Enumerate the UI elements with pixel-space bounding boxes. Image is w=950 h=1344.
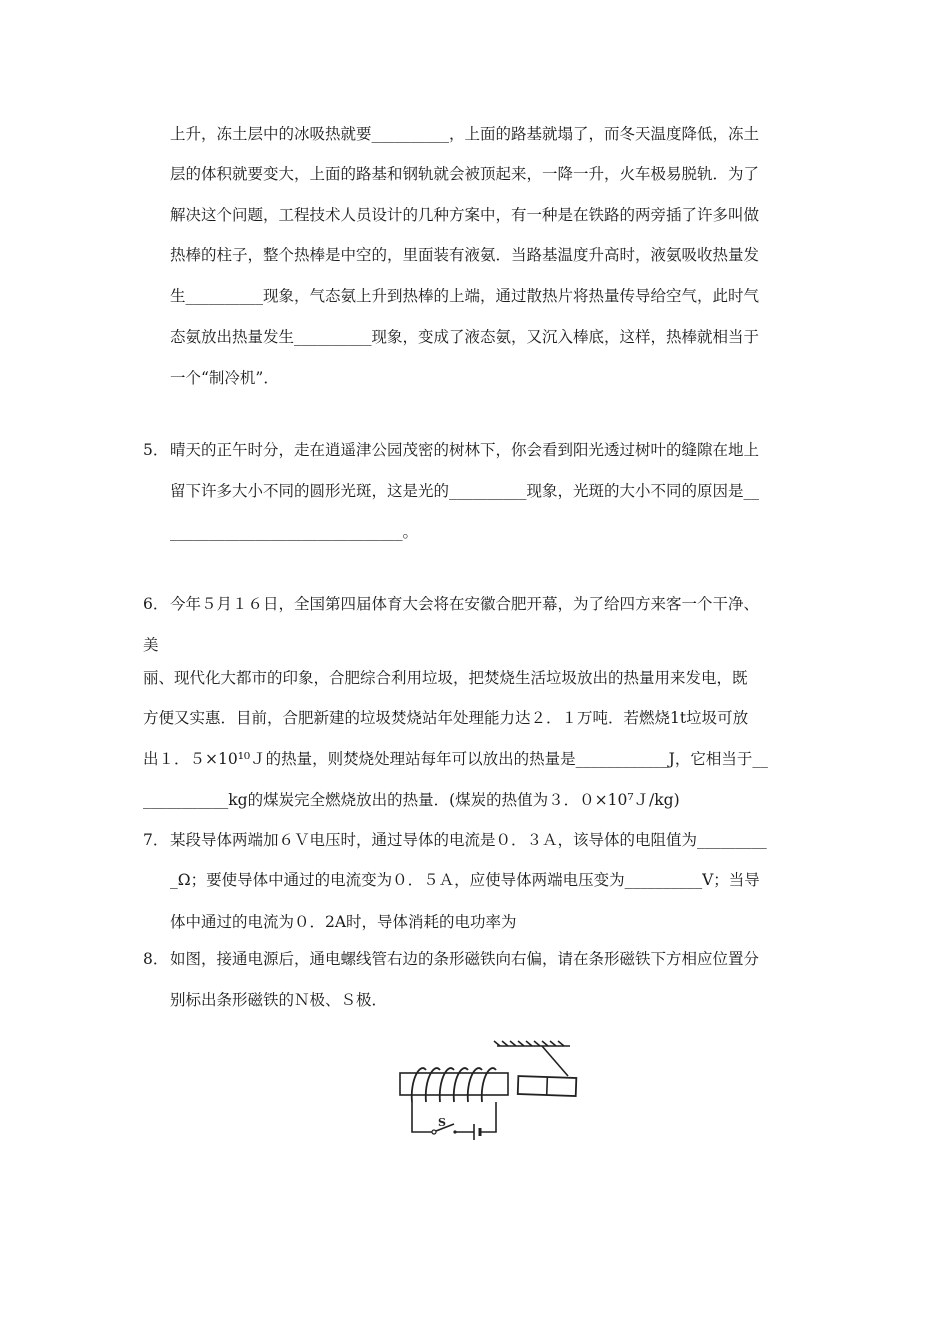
switch-contact-left bbox=[432, 1130, 436, 1134]
q7-line-2: _Ω；要使导体中通过的电流变为０．５Ａ，应使导体两端电压变为__________V；当导 bbox=[170, 871, 760, 889]
q6-line-1: 今年５月１６日，全国第四届体育大会将在安徽合肥开幕，为了给四方来客一个干净、 bbox=[170, 595, 760, 613]
q8-number: 8． bbox=[143, 950, 169, 968]
q6-number: 6． bbox=[143, 595, 169, 613]
solenoid-magnet-figure bbox=[392, 1040, 582, 1150]
q6-line-2: 美 bbox=[143, 636, 159, 654]
suspension-string bbox=[542, 1046, 568, 1076]
switch-contact-right bbox=[453, 1130, 456, 1133]
q6-line-3: 丽、现代化大都市的印象，合肥综合利用垃圾，把焚烧生活垃圾放出的热量用来发电，既 bbox=[143, 669, 748, 687]
q6-line-5: 出１．５×10¹⁰Ｊ的热量，则焚烧处理站每年可以放出的热量是____________J，它相当于__ bbox=[143, 750, 768, 768]
circuit-wire-left bbox=[412, 1102, 432, 1132]
q4-line-5: 生__________现象，气态氨上升到热棒的上端，通过散热片将热量传导给空气，此时气 bbox=[170, 287, 760, 305]
bar-magnet bbox=[518, 1076, 577, 1096]
q5-number: 5． bbox=[143, 441, 169, 459]
circuit-wire-right bbox=[480, 1102, 496, 1132]
q8-line-2: 别标出条形磁铁的Ｎ极、Ｓ极． bbox=[170, 991, 388, 1009]
q4-line-2: 层的体积就要变大，上面的路基和钢轨就会被顶起来，一降一升，火车极易脱轨．为了 bbox=[170, 165, 760, 183]
q4-line-6: 态氨放出热量发生__________现象，变成了液态氨，又沉入棒底，这样，热棒就相当于 bbox=[170, 328, 760, 346]
q4-line-1: 上升，冻土层中的冰吸热就要__________，上面的路基就塌了，而冬天温度降低，冻土 bbox=[170, 125, 760, 143]
q5-line-2: 留下许多大小不同的圆形光斑，这是光的__________现象，光斑的大小不同的原因是__ bbox=[170, 482, 760, 500]
q6-line-6: ___________kg的煤炭完全燃烧放出的热量．(煤炭的热值为３．０×10⁷Ｊ/kg) bbox=[143, 791, 680, 809]
q7-number: 7． bbox=[143, 831, 169, 849]
q5-line-1: 晴天的正午时分，走在逍遥津公园茂密的树林下，你会看到阳光透过树叶的缝隙在地上 bbox=[170, 441, 760, 459]
q4-line-3: 解决这个问题，工程技术人员设计的几种方案中，有一种是在铁路的两旁插了许多叫做 bbox=[170, 206, 760, 224]
q4-line-7: 一个“制冷机”． bbox=[170, 369, 279, 387]
q7-line-1: 某段导体两端加６Ｖ电压时，通过导体的电流是０．３Ａ，该导体的电阻值为_________ bbox=[170, 831, 767, 849]
q6-line-4: 方便又实惠．目前，合肥新建的垃圾焚烧站年处理能力达２．１万吨．若燃烧1t垃圾可放 bbox=[143, 709, 749, 727]
switch-label: S bbox=[438, 1116, 446, 1129]
q4-line-4: 热棒的柱子，整个热棒是中空的，里面装有液氨．当路基温度升高时，液氨吸收热量发 bbox=[170, 246, 760, 264]
solenoid-circuit-diagram bbox=[392, 1040, 582, 1150]
q5-line-3: ______________________________。 bbox=[170, 523, 419, 541]
q8-line-1: 如图，接通电源后，通电螺线管右边的条形磁铁向右偏，请在条形磁铁下方相应位置分 bbox=[170, 950, 760, 968]
q7-line-3: 体中通过的电流为０．2A时，导体消耗的电功率为 bbox=[170, 913, 517, 931]
